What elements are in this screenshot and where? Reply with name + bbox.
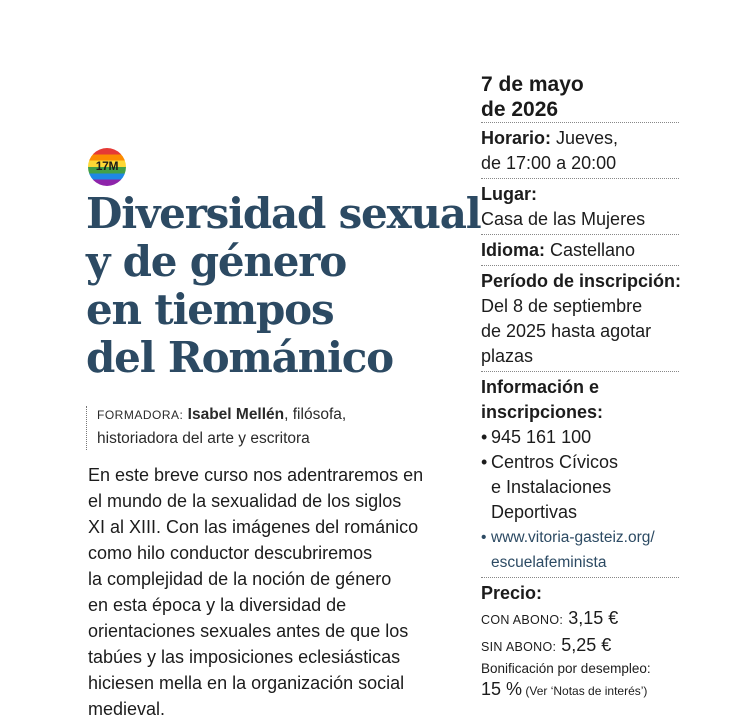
title-line: y de género: [86, 237, 347, 286]
trainer-label: FORMADORA:: [97, 408, 184, 422]
pride-17m-badge: [88, 148, 126, 186]
price-section: [481, 577, 679, 706]
description-line: XI al XIII. Con las imágenes del románico: [88, 517, 419, 537]
registration-period-line: Del 8 de septiembre: [481, 296, 643, 316]
schedule-time: de 17:00 a 20:00: [481, 153, 617, 173]
course-title: [86, 189, 481, 382]
trainer-divider: [86, 406, 87, 450]
info-label: inscripciones:: [481, 402, 604, 422]
price-with-pass: 3,15 €: [563, 608, 619, 628]
centros-line: e Instalaciones: [491, 477, 612, 497]
title-line: en tiempos: [86, 285, 334, 334]
price-with-pass-label: CON ABONO:: [481, 613, 564, 627]
info-label: Información e: [481, 377, 600, 397]
trainer-desc-1: , filósofa,: [284, 406, 347, 423]
registration-period-line: plazas: [481, 346, 534, 366]
language-section: [481, 234, 679, 265]
website-link[interactable]: escuelafeminista: [491, 554, 607, 571]
centros-line: Deportivas: [491, 502, 578, 522]
info-section: [481, 371, 679, 577]
website-link[interactable]: • www.vitoria-gasteiz.org/: [481, 525, 679, 550]
unemployment-discount-note: (Ver ‘Notas de interés’): [522, 684, 648, 698]
schedule-label: Horario:: [481, 128, 552, 148]
description-line: En este breve curso nos adentraremos en: [88, 465, 424, 485]
date-line: de 2026: [481, 98, 559, 121]
schedule-section: [481, 122, 679, 178]
price-without-pass: 5,25 €: [556, 635, 612, 655]
location-value: Casa de las Mujeres: [481, 209, 646, 229]
description-line: tabúes y las imposiciones eclesiásticas: [88, 647, 401, 667]
language-label: Idioma:: [481, 240, 546, 260]
trainer-desc-2: historiadora del arte y escritora: [97, 430, 310, 447]
registration-period-label: Período de inscripción:: [481, 271, 682, 291]
date-line: 7 de mayo: [481, 73, 584, 96]
price-label: Precio:: [481, 583, 543, 603]
course-details-sidebar: [481, 70, 682, 706]
description-line: la complejidad de la noción de género: [88, 569, 392, 589]
language-value: Castellano: [545, 240, 636, 260]
trainer-name: Isabel Mellén: [187, 406, 285, 423]
centros-line: • Centros Cívicos: [481, 450, 679, 475]
description-line: el mundo de la sexualidad de los siglos: [88, 491, 402, 511]
course-description: [88, 462, 458, 722]
location-label: Lugar:: [481, 184, 537, 204]
description-line: medieval.: [88, 699, 166, 719]
registration-period-line: de 2025 hasta agotar: [481, 321, 652, 341]
description-line: hiciesen mella en la organización social: [88, 673, 405, 693]
title-line: del Románico: [86, 333, 393, 382]
description-line: como hilo conductor descubriremos: [88, 543, 373, 563]
phone-number: • 945 161 100: [481, 425, 679, 450]
description-line: orientaciones sexuales antes de que los: [88, 621, 409, 641]
trainer-info: [97, 403, 397, 450]
title-line: Diversidad sexual: [86, 189, 481, 238]
schedule-day: Jueves,: [551, 128, 619, 148]
course-date: [481, 70, 679, 122]
location-section: [481, 178, 679, 234]
badge-text: 17M: [95, 159, 119, 173]
price-without-pass-label: SIN ABONO:: [481, 640, 557, 654]
registration-period-section: [481, 265, 682, 371]
unemployment-discount-label: Bonificación por desempleo:: [481, 661, 651, 676]
unemployment-discount-value: 15 %: [481, 679, 523, 699]
description-line: en esta época y la diversidad de: [88, 595, 347, 615]
